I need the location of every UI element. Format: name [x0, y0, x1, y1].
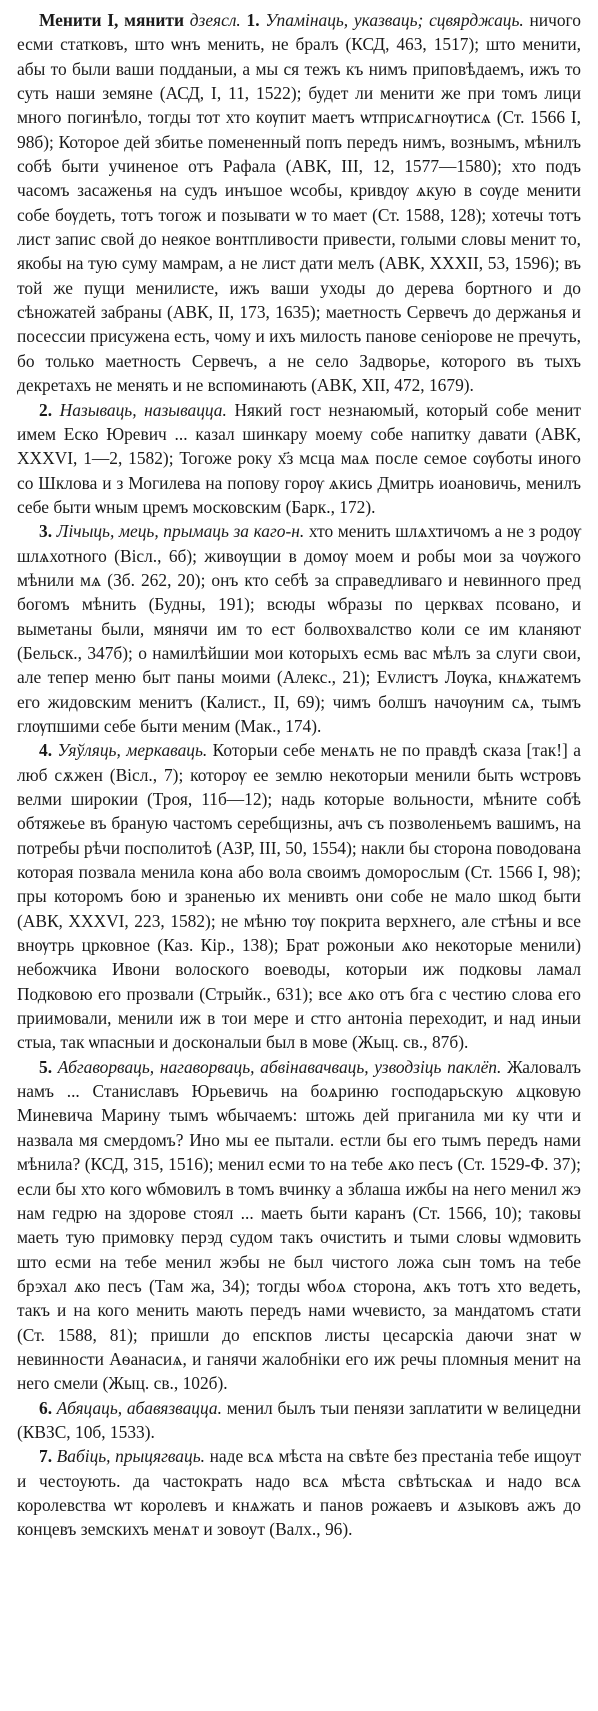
- sense-3: [17, 519, 581, 738]
- sense-number: 1.: [246, 10, 260, 30]
- sense-5: [17, 1055, 581, 1396]
- sense-number: 2.: [39, 399, 53, 420]
- sense-gloss: Называць, называцца.: [59, 399, 227, 420]
- sense-gloss: Абгаворваць, нагаворваць, абвінавачваць, узводзіць паклёп.: [57, 1056, 502, 1077]
- sense-citations: Жаловалъ намъ ... Станиславъ Юрьевичь на боѧриню господарьскую ѧцковую Миневича Марину тымъ ѡбычаемъ: штожь дей приганила ми ку чти и назвала мя смердомъ? Ино мы ее пытали. естли бы его тымъ передъ нами мѣнила? (КСД, 315, 1516); менил есми то на тебе ѧко песъ (Ст. 1529-Ф. 37); если бы хто кого ѡбмовилъ в томъ вчинку а зблаша ижбы на него менил жэ нам гедрю на здорове стоял ... маеть быти каранъ (Ст. 1566, 10); таковы маеть тую примовку перэд судом такъ очистить и тыми словы ѡдмовить што есми на тебе менил жэбы не был чистого ложа сын томъ на тебе брэхал ѧко песъ (Там жа, 34); тогды ѡбоѧ сторона, ѧкъ тотъ хто ведеть, такъ и на кого менить мають передъ нами ѡчевисто, за мандатомъ стати (Ст. 1588, 81); пришли до епскпов листы цесарскіа даючи знат ѡ невинности Аѳанасиѧ, и ганячи жалобніки его иж речы пломныя менит на него смели (Жыц. св., 102б).: [17, 1056, 581, 1394]
- sense-number: 5.: [39, 1056, 53, 1077]
- sense-number: 3.: [39, 521, 53, 542]
- part-of-speech: дзеясл.: [189, 10, 241, 30]
- sense-citations: наде всѧ мѣста на свѣте без престаніа тебе ищоут и честоують. да частократь надо всѧ мѣста свѣтьскаѧ и надо всѧ королевства ѡт королевъ и кнѧжать и панов рожаевъ и ѧзыковъ ажъ до концевъ земскихъ менѧт и зовоут (Валх., 96).: [17, 1446, 581, 1540]
- sense-1: [17, 8, 581, 398]
- sense-number: 6.: [39, 1397, 53, 1418]
- sense-citations: Някий гост незнаюмый, который собе менит имем Еско Юревич ... казал шинкару моему собе напитку давати (АВК, XXXVI, 1—2, 1582); Тогоже року х҃з мсца маѧ после семое сѹботы иного со Шклова и з Могилева на попову горѹ ѧкись Дмитрь иоановичь, менилъ себе быти ѡным цремъ московским (Барк., 172).: [17, 399, 582, 517]
- sense-gloss: Абяцаць, абавязвацца.: [56, 1397, 222, 1418]
- headword: Менити I, мянити: [39, 10, 184, 30]
- sense-gloss: Упамінаць, указваць; сцвярджаць.: [265, 10, 524, 30]
- sense-gloss: Лічыць, мець, прымаць за каго-н.: [56, 521, 305, 542]
- sense-number: 7.: [39, 1446, 53, 1467]
- sense-7: [17, 1444, 581, 1541]
- sense-citations: Которыи себе менѧть не по правдѣ сказа [так!] а люб сѫжен (Вісл., 7); которѹ ее землю некоторыи менили быть ѡстровъ велми широкии (Троя, 11б—12); надь которые вольности, мѣните собѣ обтяжеье въ браную частомъ серебщизны, ачъ съ позволеньемъ вашимъ, на потребы рѣчи посполитоѣ (АЗР, III, 50, 1554); накли бы сторона поводована которая позвала менила кона або вола своимъ доморослым (Ст. 1566 I, 98); пры которомъ бою и зраненью их менивть они собе не мало шкод быти (АВК, XXXVI, 223, 1582); не мѣню тѹ покрита верхнего, але стѣны и все внѹтрь црковное (Каз. Кір., 138); Брат рожоныи ѧко некоторые менили) небожчика Ивони волоского воеводы, которыи иж подковы ламал Подковою его прозвали (Стрыйк., 631); все ѧко отъ бга с честию слова его приимовали, менили иж в тои мере и стго антоніа переходит, и над иныи стыа, так ѡпасныи и досконалыи был в мове (Жыц. св., 87б).: [17, 740, 581, 1053]
- sense-number: 4.: [39, 740, 53, 761]
- sense-citations: ничого есми статковъ, што ѡнъ менить, не бралъ (КСД, 463, 1517); што менити, абы то были ваши подданыи, а мы ся тежъ къ нимъ приповѣдаемъ, ижъ то суть наши земяне (АСД, I, 11, 1522); будет ли менити же при томъ лици много погинѣло, тогды тот хто кѹпит маетъ ѡтприсѧгнѹтисѧ (Ст. 1566 I, 98б); Которое дей збитье помененный попъ передъ нимъ, вознымъ, мѣнилъ собѣ быти учиненое отъ Рафала (АВК, III, 12, 1577—1580); хто подъ часомъ засаженья на судъ инъшое ѡсобы, кривдѹ ѧкую в сѹде менити собе бѹдеть, тотъ тогож и позывати ѡ то мает (Ст. 1588, 128); хотечы тотъ лист запис свой до неякое вонтпливости привести, голыми словы менит то, якобы на тую суму мамрам, а не лист дати мелъ (АВК, XXXII, 53, 1596); въ той же пущи менилисте, ижъ ваши уходы до дерева бортного и до сѣножатей забраны (АВК, II, 173, 1635); маетность Сервечъ до держанья и посессии присужена есть, чому и ихъ милость панове сеніорове не пречуть, бо только маетность Сервечъ, а не село Задворье, которого въ тыхъ декретахъ не менять и не вспоминають (АВК, XII, 472, 1679).: [17, 10, 581, 396]
- sense-6: [17, 1396, 581, 1445]
- sense-4: [17, 738, 581, 1054]
- sense-citations: хто менить шлѧхтичомъ а не з родѹ шлѧхотного (Вісл., 6б); живѹщии в домѹ моем и робы мои за чѹжого мѣнили мѧ (Зб. 262, 20); онъ кто себѣ за справедливаго и невинного пред богомъ мѣнить (Будны, 191); всюды ѡбразы по церквах псовано, и выметаны были, мянячи им то ест болвохвалство коли се им кланяют (Бельск., 347б); о намилѣйшии мои которыхъ есмь вас мѣлъ за слуги свои, але тепер меню быт паны моими (Алекс., 21); Еvлистъ Лѹка, кнѧжатемъ его жидовским менитъ (Калист., II, 69); чимъ болшъ начѹним сѧ, тымъ глѹпшими себе быти меним (Мак., 174).: [17, 521, 581, 736]
- sense-gloss: Вабіць, прыцягваць.: [56, 1446, 205, 1467]
- sense-citations: менил былъ тыи пенязи заплатити ѡ велицедни (КВЗС, 10б, 1533).: [17, 1397, 581, 1442]
- sense-gloss: Уяўляць, меркаваць.: [57, 740, 208, 761]
- sense-2: [17, 398, 581, 520]
